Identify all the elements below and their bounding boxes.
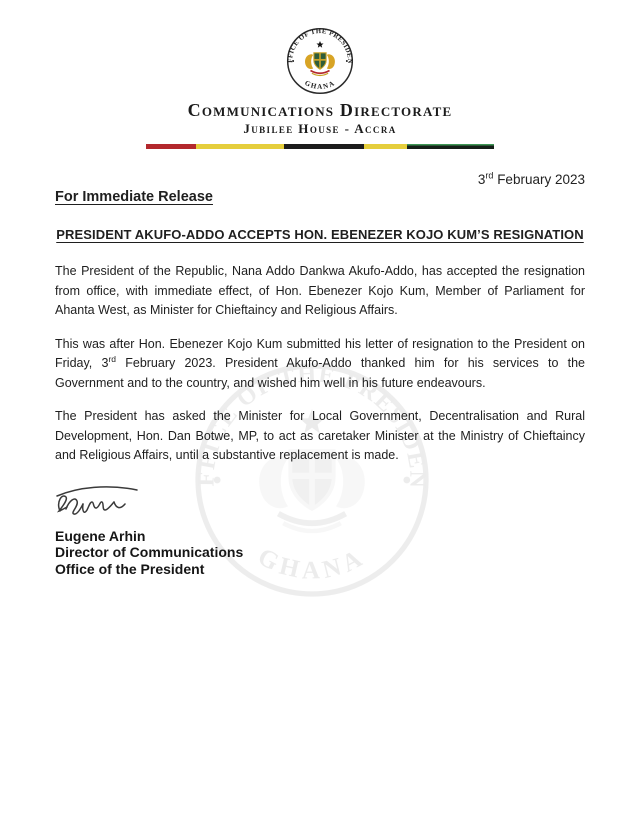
signatory-name: Eugene Arhin — [55, 527, 146, 544]
paragraph-3: The President has asked the Minister for Local Government, Decentralisation and Rural Development, Hon. Dan Botwe, MP, to act as caretaker Minister at the Ministry of Chieftaincy and Religious Affairs, until a substantive replacement is made. — [55, 409, 585, 462]
date-rest: February 2023 — [493, 172, 585, 187]
for-immediate-release-label: For Immediate Release — [55, 189, 213, 205]
ghana-flag-divider — [146, 144, 494, 149]
flag-segment-gold — [196, 144, 284, 149]
flag-segment-black — [284, 144, 364, 149]
flag-segment-gold-2 — [364, 144, 407, 149]
headline: PRESIDENT AKUFO-ADDO ACCEPTS HON. EBENEZER KOJO KUM’S RESIGNATION — [56, 227, 584, 242]
paragraph-2-start: This was after Hon. Ebenezer Kojo Kum submitted his letter of resignation to the President on Friday, 3 — [55, 336, 585, 370]
office-of-the-president-seal-icon — [286, 27, 354, 95]
letterhead — [0, 0, 640, 149]
paragraph-2-ordinal-suffix: rd — [108, 353, 117, 364]
signatory-office: Office of the President — [55, 560, 205, 577]
signatory-title: Director of Communications — [55, 544, 244, 560]
date-day: 3 — [477, 172, 486, 187]
date-ordinal-suffix: rd — [485, 170, 494, 181]
letterhead-address: Jubilee House - Accra — [243, 121, 397, 136]
directorate-title: Communications Directorate — [187, 100, 453, 120]
flag-segment-green — [407, 144, 494, 149]
paragraph-2-end: February 2023. President Akufo-Addo thanked him for his services to the Government and to the country, and wished him well in his future endeavours. — [55, 356, 585, 390]
flag-segment-red — [146, 144, 196, 149]
release-date — [55, 172, 585, 187]
document-body — [55, 172, 585, 577]
paragraph-2 — [55, 335, 585, 394]
paragraph-1: The President of the Republic, Nana Addo Dankwa Akufo-Addo, has accepted the resignation from office, with immediate effect, of Hon. Ebenezer Kojo Kum, Member of Parliament for Ahanta West, as Minister for Chieftaincy and Religious Affairs. — [55, 264, 585, 317]
handwritten-signature — [53, 480, 145, 526]
